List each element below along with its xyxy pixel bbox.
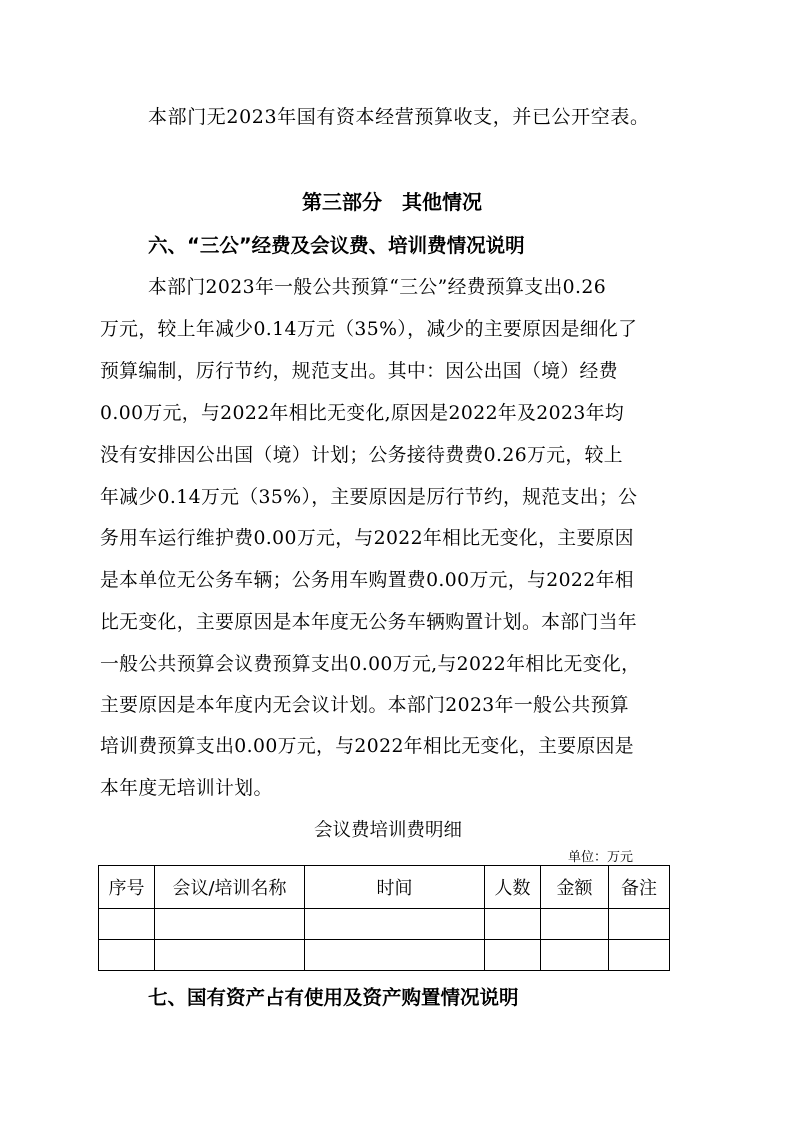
header-name: 会议/培训名称: [155, 866, 305, 909]
table-row: [99, 940, 670, 971]
section7-title: 七、国有资产占有使用及资产购置情况说明: [148, 986, 519, 1009]
header-seq: 序号: [99, 866, 155, 909]
header-count: 人数: [485, 866, 541, 909]
intro-paragraph: 本部门无2023年国有资本经营预算收支，并已公开空表。: [148, 106, 650, 128]
meeting-training-table: [98, 865, 670, 971]
body-line: 没有安排因公出国（境）计划；公务接待费费0.26万元，较上: [100, 445, 623, 466]
body-line: 本部门2023年一般公共预算“三公”经费预算支出0.26: [148, 277, 607, 298]
section6-title: 六、“三公”经费及会议费、培训费情况说明: [148, 234, 525, 257]
table-cell: [305, 909, 485, 940]
table-cell: [99, 909, 155, 940]
table-cell: [609, 909, 670, 940]
header-remark: 备注: [609, 866, 670, 909]
body-line: 培训费预算支出0.00万元，与2022年相比无变化，主要原因是: [100, 736, 634, 757]
table-cell: [155, 940, 305, 971]
header-time: 时间: [305, 866, 485, 909]
table-title: 会议费培训费明细: [314, 820, 463, 841]
table-cell: [305, 940, 485, 971]
table-header-row: [99, 866, 670, 909]
table-cell: [541, 940, 609, 971]
body-line: 万元，较上年减少0.14万元（35%），减少的主要原因是细化了: [100, 319, 638, 340]
body-line: 是本单位无公务车辆；公务用车购置费0.00万元，与2022年相: [100, 570, 634, 591]
body-line: 主要原因是本年度内无会议计划。本部门2023年一般公共预算: [100, 695, 629, 716]
part-title: 第三部分 其他情况: [302, 190, 482, 214]
body-line: 年减少0.14万元（35%），主要原因是厉行节约，规范支出；公: [100, 487, 638, 508]
table-cell: [609, 940, 670, 971]
table-row: [99, 909, 670, 940]
table-cell: [99, 940, 155, 971]
header-amount: 金额: [541, 866, 609, 909]
body-line: 预算编制，厉行节约，规范支出。其中：因公出国（境）经费: [100, 361, 618, 382]
table-cell: [155, 909, 305, 940]
unit-label: 单位：万元: [568, 850, 634, 865]
body-line: 本年度无培训计划。: [100, 778, 273, 799]
body-line: 务用车运行维护费0.00万元，与2022年相比无变化，主要原因: [100, 528, 634, 549]
table-cell: [485, 940, 541, 971]
body-line: 0.00万元，与2022年相比无变化,原因是2022年及2023年均: [100, 403, 625, 424]
body-line: 比无变化，主要原因是本年度无公务车辆购置计划。本部门当年: [100, 612, 638, 633]
body-line: 一般公共预算会议费预算支出0.00万元,与2022年相比无变化，: [100, 654, 641, 675]
table-cell: [541, 909, 609, 940]
table-cell: [485, 909, 541, 940]
